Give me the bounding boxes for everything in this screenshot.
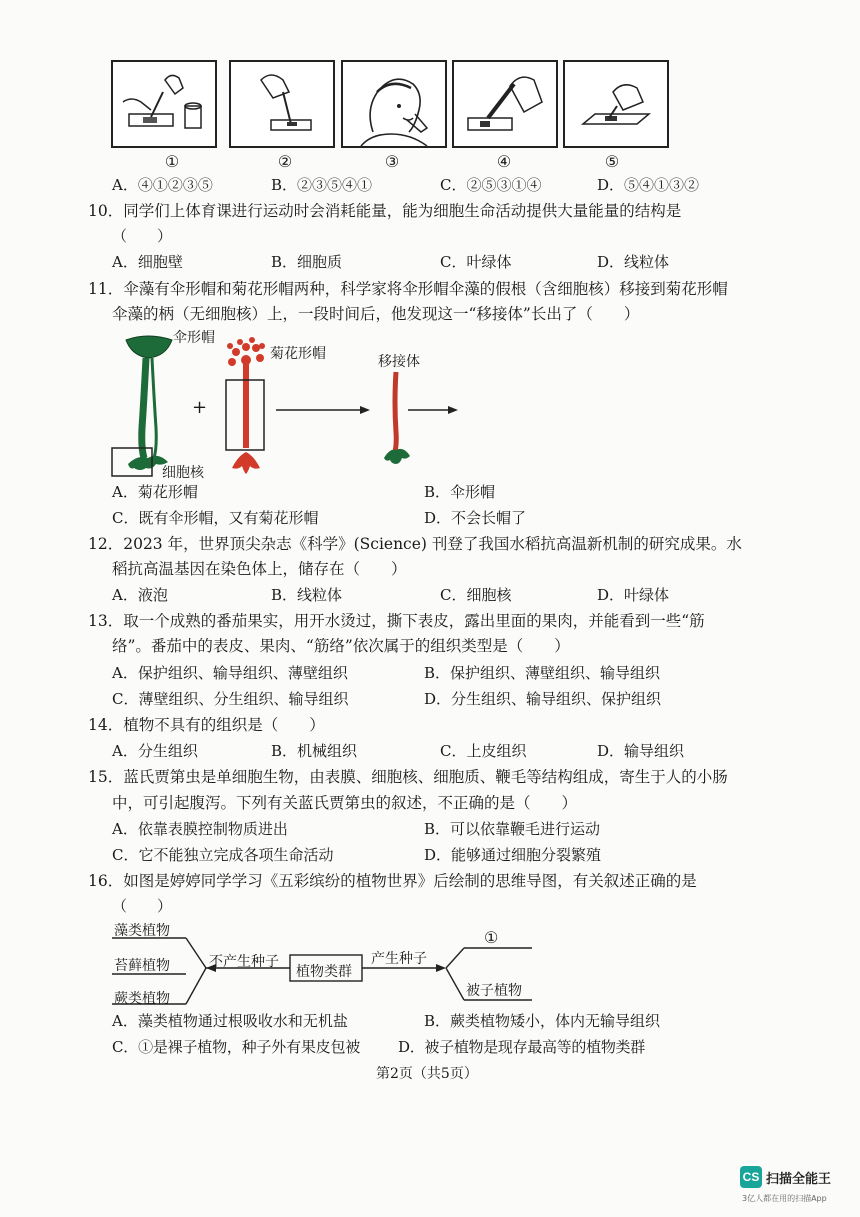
- q9-option-d: D．⑤④①③②: [597, 176, 700, 194]
- chrysanthemum-cap-label: 菊花形帽: [270, 346, 326, 362]
- q13-option-b: B．保护组织、薄壁组织、输导组织: [424, 664, 661, 682]
- q11-stem-line1: 11．伞藻有伞形帽和菊花形帽两种，科学家将伞形帽伞藻的假根（含细胞核）移接到菊花形帽: [88, 280, 728, 298]
- drop-water-illustration: [113, 62, 215, 146]
- q14-option-a: A．分生组织: [112, 742, 198, 760]
- q13-option-d: D．分生组织、输导组织、保护组织: [424, 690, 662, 708]
- umbrella-cap-label: 伞形帽: [173, 330, 215, 346]
- q15-option-a: A．依靠表膜控制物质进出: [112, 820, 288, 838]
- q13-stem-line1: 13．取一个成熟的番茄果实，用开水烫过，撕下表皮，露出里面的果肉，并能看到一些“筋: [88, 612, 705, 630]
- step-panel-4: [452, 60, 558, 148]
- step-number-5: ⑤: [604, 152, 620, 171]
- dropper-stain-illustration: [454, 62, 556, 146]
- q11-option-b: B．伞形帽: [424, 483, 496, 501]
- angiosperm-node: 被子植物: [466, 983, 522, 999]
- q14-stem: 14．植物不具有的组织是（ ）: [88, 716, 325, 734]
- step-panel-1: [111, 60, 217, 148]
- q15-stem-line1: 15．蓝氏贾第虫是单细胞生物，由表膜、细胞核、细胞质、鞭毛等结构组成，寄生于人的小肠: [88, 768, 728, 786]
- moss-plants-node: 苔藓植物: [114, 958, 170, 974]
- q15-stem-line2: 中，可引起腹泻。下列有关蓝氏贾第虫的叙述，不正确的是（ ）: [112, 794, 578, 812]
- q9-option-c: C．②⑤③①④: [440, 176, 542, 194]
- step-panel-5: [563, 60, 669, 148]
- q11-stem-line2: 伞藻的柄（无细胞核）上，一段时间后，他发现这一“移接体”长出了（ ）: [112, 305, 640, 323]
- cover-slip-illustration: [231, 62, 333, 146]
- step-number-4: ④: [496, 152, 512, 171]
- algae-plants-node: 藻类植物: [114, 923, 170, 939]
- q12-option-d: D．叶绿体: [597, 586, 670, 604]
- q10-option-d: D．线粒体: [597, 253, 670, 271]
- q16-option-b: B．蕨类植物矮小，体内无输导组织: [424, 1012, 661, 1030]
- q12-stem-line1: 12．2023 年，世界顶尖杂志《科学》(Science) 刊登了我国水稻抗高温新机制的研究成果。水: [88, 535, 742, 553]
- q15-option-c: C．它不能独立完成各项生命活动: [112, 846, 334, 864]
- q10-option-a: A．细胞壁: [112, 253, 183, 271]
- q12-option-c: C．细胞核: [440, 586, 512, 604]
- step-number-3: ③: [384, 152, 400, 171]
- fern-plants-node: 蕨类植物: [114, 991, 170, 1007]
- q14-option-d: D．输导组织: [597, 742, 685, 760]
- plant-group-center-node: 植物类群: [296, 964, 352, 980]
- graft-label: 移接体: [378, 354, 420, 370]
- q10-stem: 10．同学们上体育课进行运动时会消耗能量，能为细胞生命活动提供大量能量的结构是: [88, 202, 682, 220]
- seed-label: 产生种子: [371, 951, 427, 967]
- absorb-liquid-illustration: [565, 62, 667, 146]
- nucleus-label: 细胞核: [162, 465, 204, 481]
- q10-answer-blank: （ ）: [112, 227, 173, 245]
- q12-option-b: B．线粒体: [271, 586, 343, 604]
- q11-option-a: A．菊花形帽: [112, 483, 198, 501]
- q16-option-c: C．①是裸子植物，种子外有果皮包被: [112, 1038, 361, 1056]
- q9-option-b: B．②③⑤④①: [271, 176, 373, 194]
- q12-option-a: A．液泡: [112, 586, 168, 604]
- cheek-scraping-illustration: [343, 62, 445, 146]
- page-number: 第2页（共5页）: [376, 1066, 478, 1082]
- q12-stem-line2: 稻抗高温基因在染色体上，储存在（ ）: [112, 560, 407, 578]
- q10-option-c: C．叶绿体: [440, 253, 512, 271]
- q15-option-d: D．能够通过细胞分裂繁殖: [424, 846, 602, 864]
- q11-option-c: C．既有伞形帽，又有菊花形帽: [112, 509, 319, 527]
- step-panel-2: [229, 60, 335, 148]
- plus-sign: +: [192, 397, 208, 418]
- q16-answer-blank: （ ）: [112, 897, 173, 915]
- step-number-2: ②: [277, 152, 293, 171]
- q16-option-d: D．被子植物是现存最高等的植物类群: [398, 1038, 645, 1056]
- q13-option-c: C．薄壁组织、分生组织、输导组织: [112, 690, 349, 708]
- q13-option-a: A．保护组织、输导组织、薄壁组织: [112, 664, 348, 682]
- q9-option-a: A．④①②③⑤: [112, 176, 213, 194]
- camscanner-name: 扫描全能王: [766, 1172, 832, 1187]
- q16-stem: 16．如图是婷婷同学学习《五彩缤纷的植物世界》后绘制的思维导图，有关叙述正确的是: [88, 872, 697, 890]
- camscanner-logo: CS: [740, 1166, 762, 1188]
- camscanner-tagline: 3亿人都在用的扫描App: [742, 1194, 827, 1203]
- q13-stem-line2: 络”。番茄中的表皮、果肉、“筋络”依次属于的组织类型是（ ）: [112, 637, 570, 655]
- step-number-1: ①: [164, 152, 180, 171]
- blank-node-1: ①: [484, 928, 499, 947]
- step-panel-3: [341, 60, 447, 148]
- q11-option-d: D．不会长帽了: [424, 509, 527, 527]
- q10-option-b: B．细胞质: [271, 253, 343, 271]
- q14-option-c: C．上皮组织: [440, 742, 527, 760]
- q14-option-b: B．机械组织: [271, 742, 358, 760]
- no-seed-label: 不产生种子: [209, 954, 279, 970]
- q16-option-a: A．藻类植物通过根吸收水和无机盐: [112, 1012, 348, 1030]
- q15-option-b: B．可以依靠鞭毛进行运动: [424, 820, 601, 838]
